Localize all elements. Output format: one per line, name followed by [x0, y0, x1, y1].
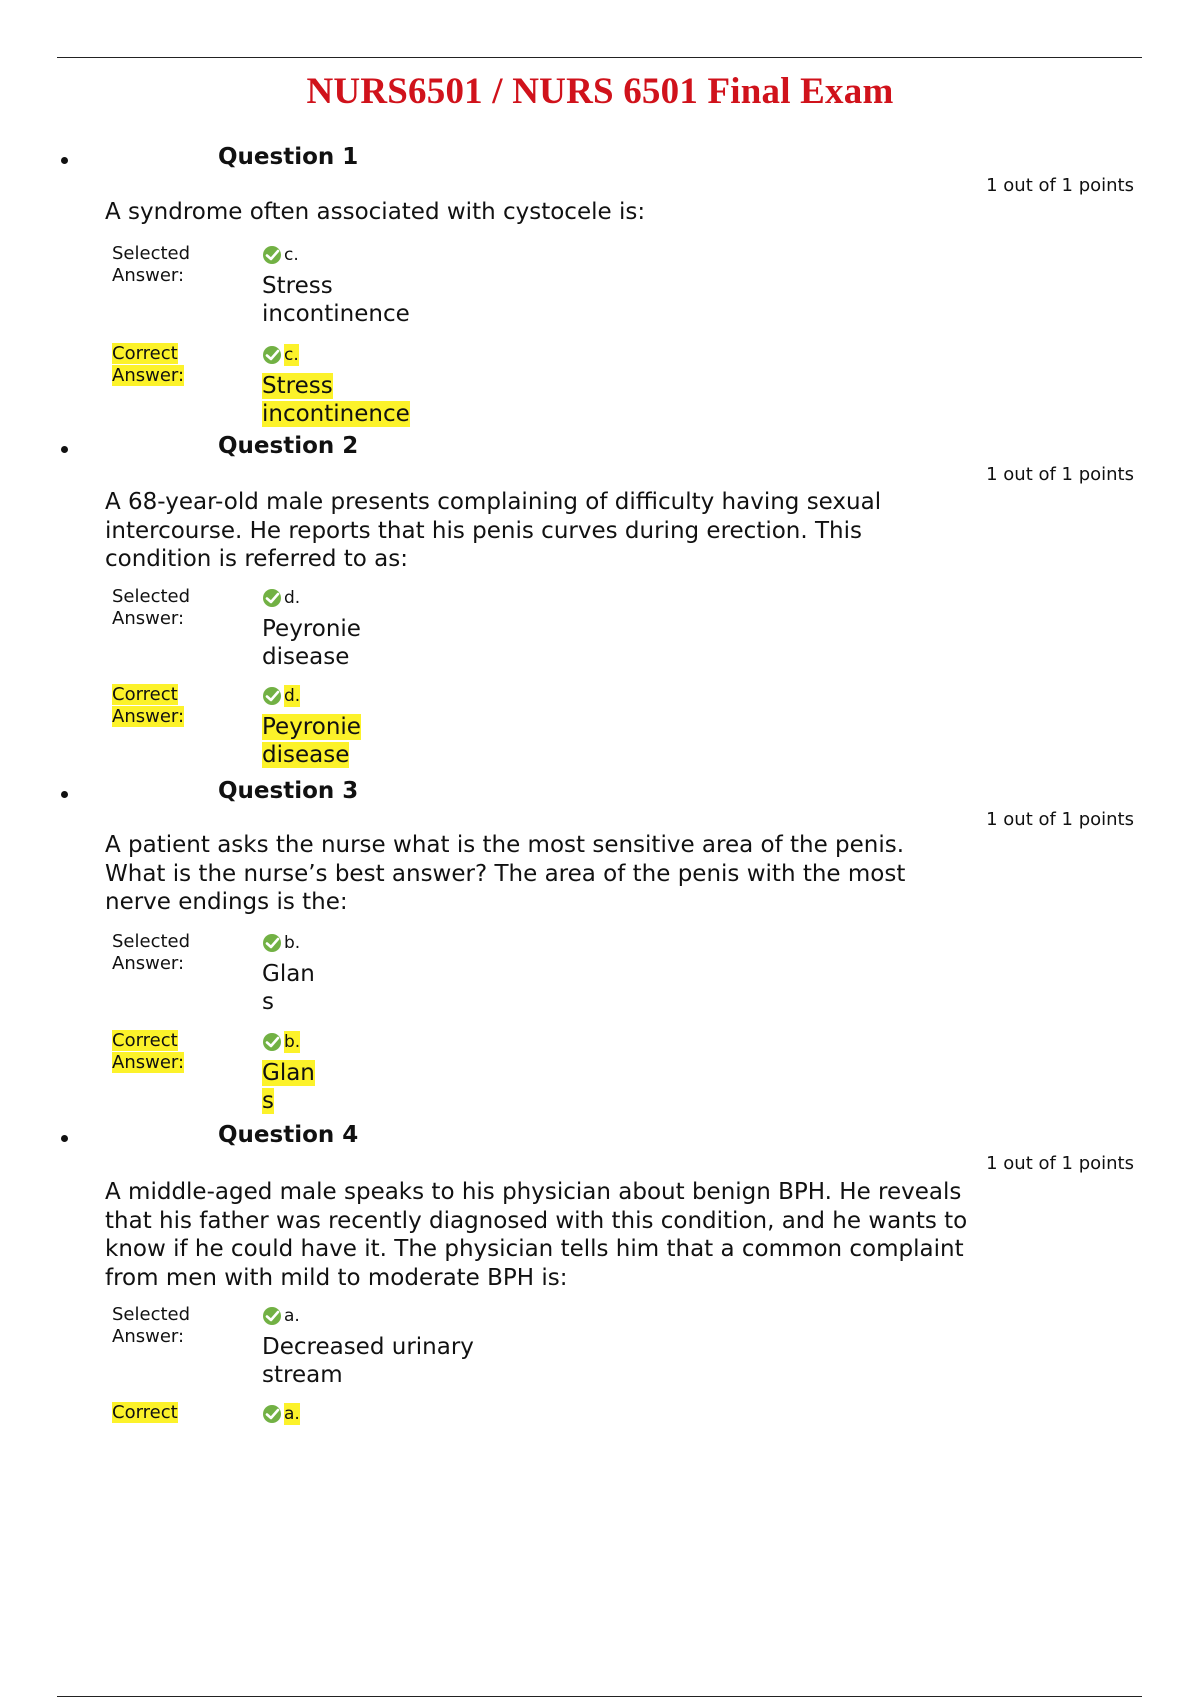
correct-answer-label: Correct Answer: — [112, 343, 185, 386]
correct-answer-label: Correct Answer: — [112, 1030, 185, 1073]
correct-answer: b. Glan s — [262, 1032, 315, 1114]
selected-answer: b. Glan s — [262, 933, 315, 1015]
page-title: NURS6501 / NURS 6501 Final Exam — [306, 71, 894, 112]
bullet-icon — [61, 157, 68, 164]
check-circle-icon — [262, 933, 284, 953]
selected-answer-label: Selected Answer: — [112, 243, 191, 286]
correct-answer: c. Stress incontinence — [262, 345, 410, 427]
selected-answer: d. Peyronie disease — [262, 588, 361, 670]
points-label: 1 out of 1 points — [986, 809, 1134, 830]
points-label: 1 out of 1 points — [986, 464, 1134, 485]
check-circle-icon — [262, 588, 284, 608]
check-circle-icon — [262, 1404, 284, 1424]
check-circle-icon — [262, 1032, 284, 1052]
correct-answer-label: Correct — [112, 1402, 178, 1423]
selected-answer-label: Selected Answer: — [112, 931, 191, 974]
correct-answer: d. Peyronie disease — [262, 686, 361, 768]
check-circle-icon — [262, 686, 284, 706]
check-circle-icon — [262, 1306, 284, 1326]
points-label: 1 out of 1 points — [986, 175, 1134, 196]
points-label: 1 out of 1 points — [986, 1153, 1134, 1174]
question-text: A middle-aged male speaks to his physician about benign BPH. He reveals that his father was recently diagnosed with this condition, and he wants to know if he could have it. The physician tells him that a common complaint from men with mild to moderate BPH is: — [105, 1179, 968, 1291]
question-title: Question 3 — [218, 778, 359, 804]
selected-answer-label: Selected Answer: — [112, 1304, 191, 1347]
check-circle-icon — [262, 245, 284, 265]
selected-answer-label: Selected Answer: — [112, 586, 191, 629]
selected-answer: c. Stress incontinence — [262, 245, 410, 327]
bullet-icon — [61, 791, 68, 798]
selected-answer: a. Decreased urinary stream — [262, 1306, 474, 1388]
question-text: A syndrome often associated with cystocele is: — [105, 199, 646, 225]
question-title: Question 2 — [218, 433, 359, 459]
bottom-rule — [57, 1696, 1142, 1697]
bullet-icon — [61, 446, 68, 453]
question-title: Question 1 — [218, 144, 359, 170]
correct-answer: a. — [262, 1403, 300, 1431]
check-circle-icon — [262, 345, 284, 365]
bullet-icon — [61, 1135, 68, 1142]
top-rule — [57, 57, 1142, 58]
question-title: Question 4 — [218, 1122, 359, 1148]
correct-answer-label: Correct Answer: — [112, 684, 185, 727]
question-text: A patient asks the nurse what is the most sensitive area of the penis. What is the nurse’s best answer? The area of the penis with the most nerve endings is the: — [105, 832, 906, 915]
question-text: A 68-year-old male presents complaining of difficulty having sexual intercourse. He reports that his penis curves during erection. This condition is referred to as: — [105, 489, 882, 572]
